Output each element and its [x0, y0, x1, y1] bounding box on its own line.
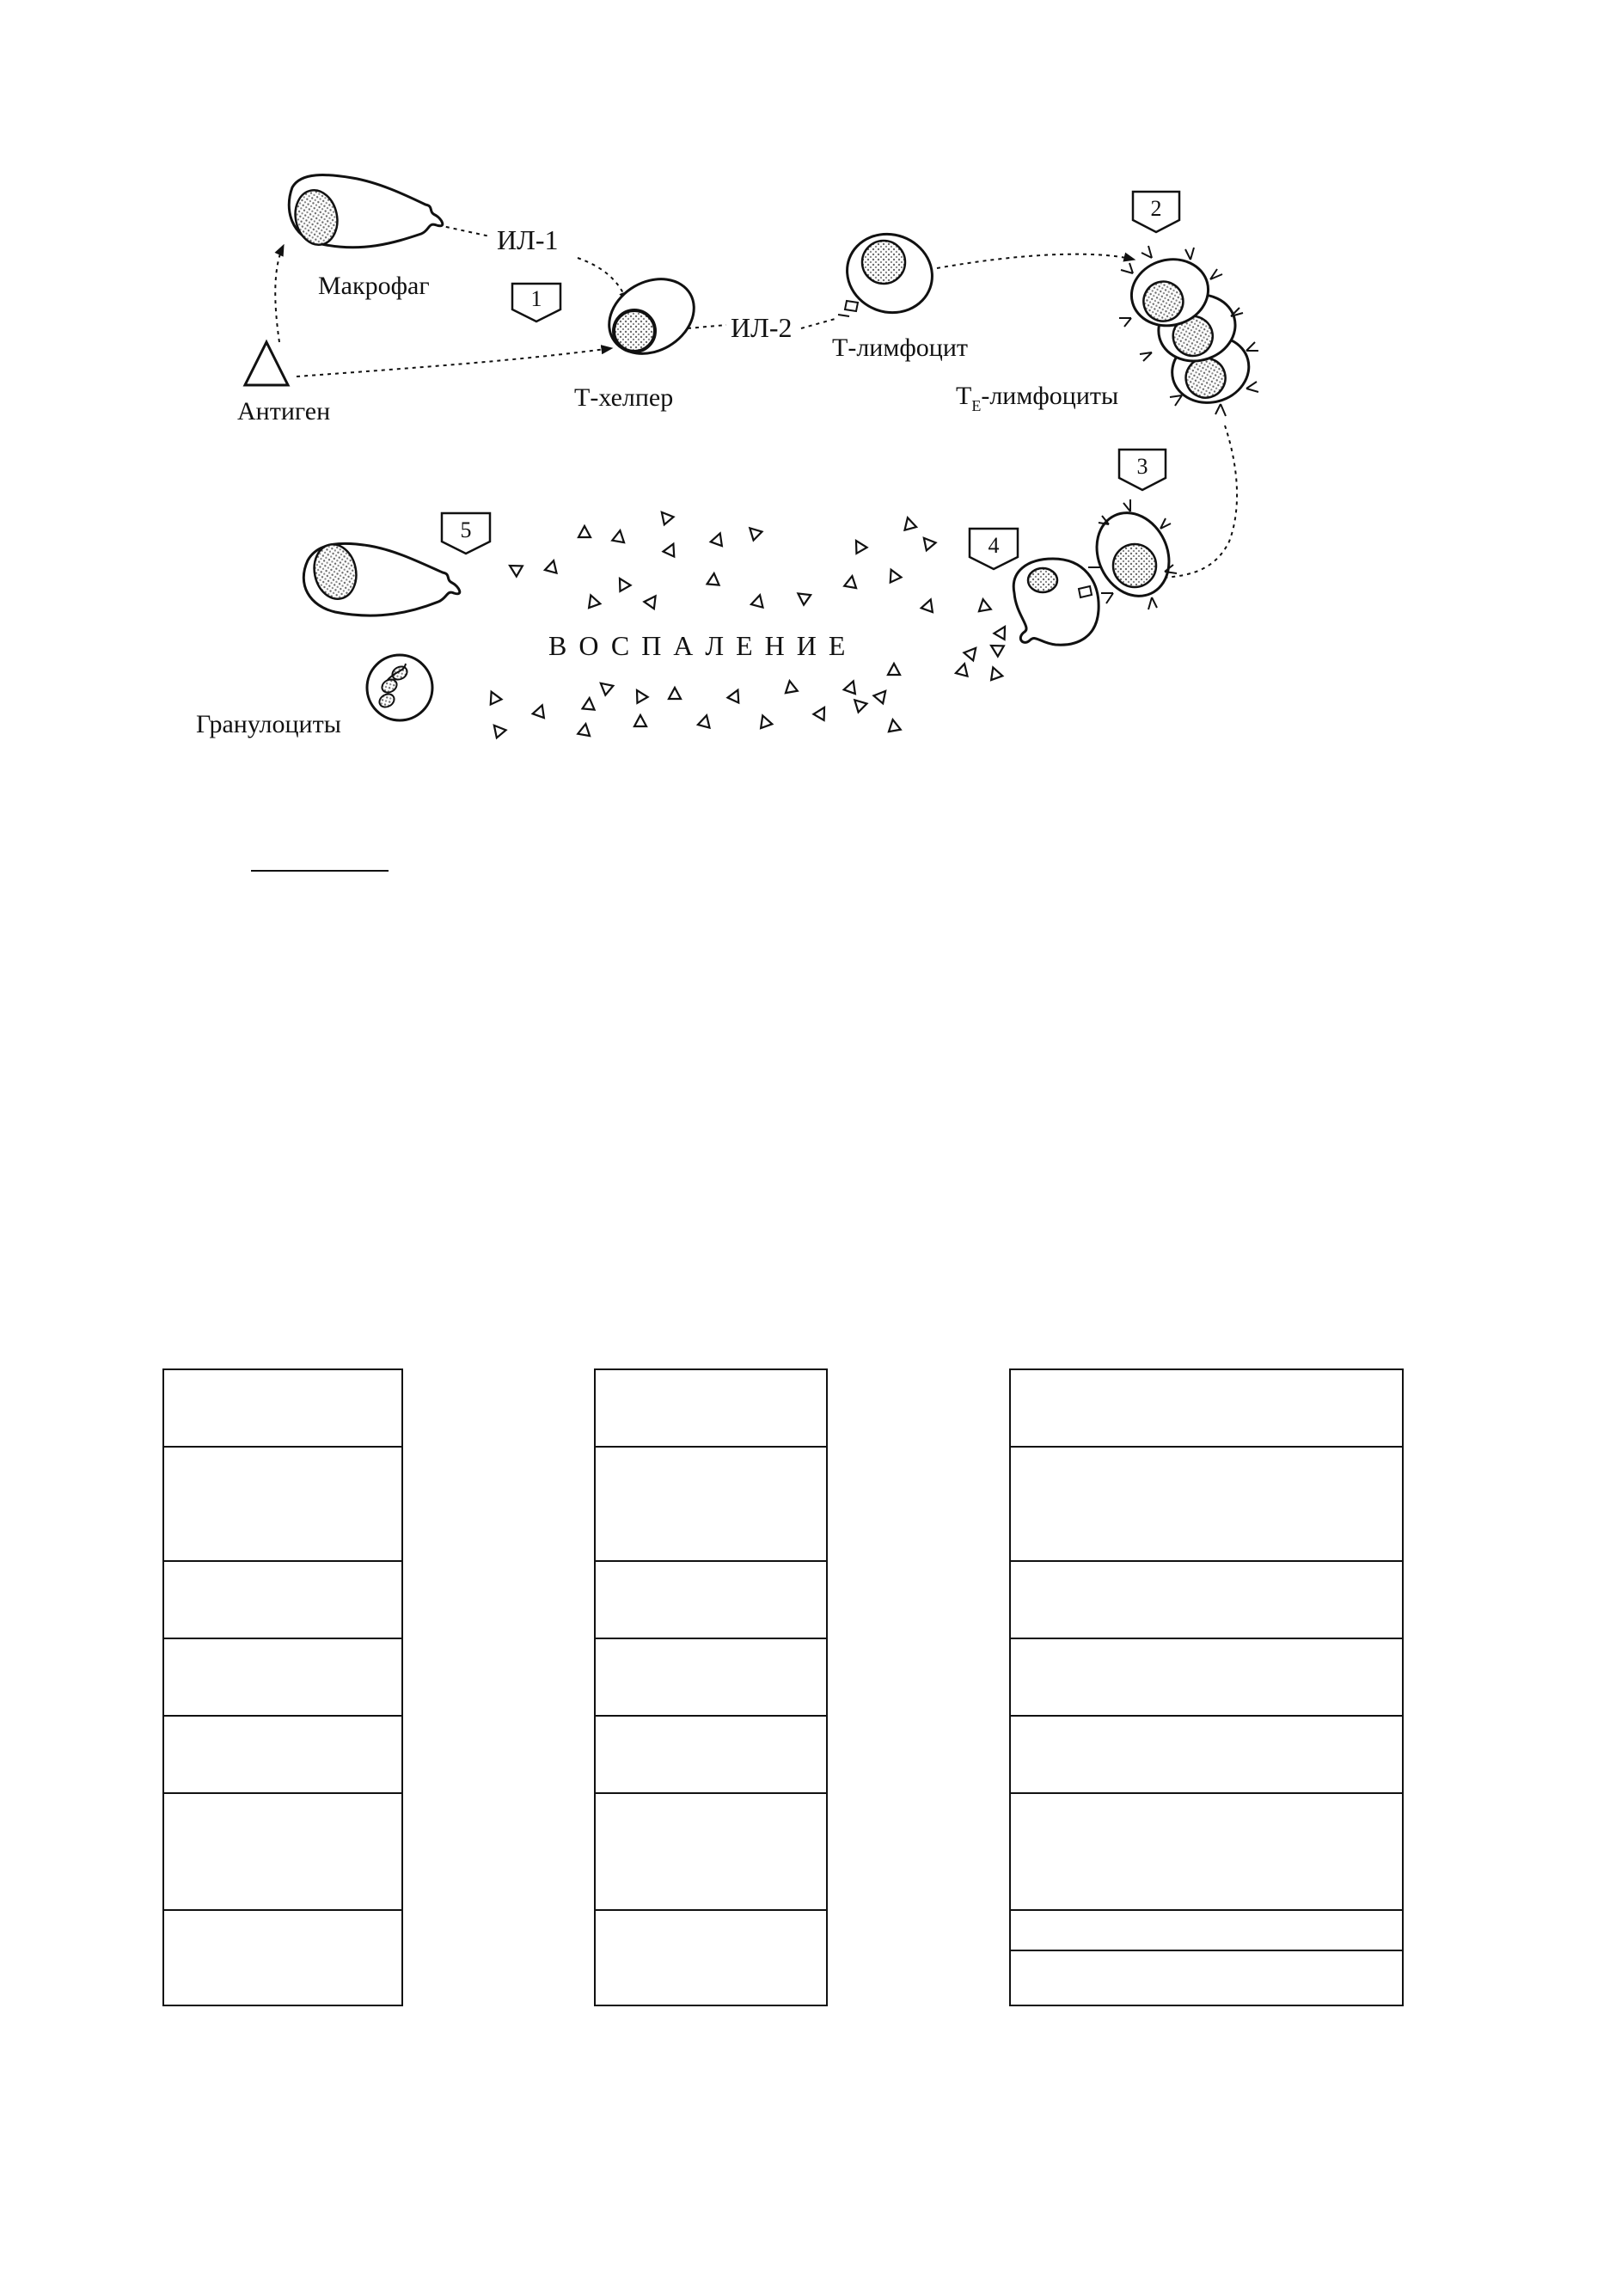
- macrophage-label: Макрофаг: [318, 272, 430, 300]
- t-helper-cell: [596, 264, 707, 368]
- cytokine-particles: [486, 508, 1010, 738]
- cytokine-particle: [956, 662, 970, 676]
- svg-text:3: 3: [1136, 454, 1148, 479]
- granulocytes-label: Гранулоциты: [196, 710, 341, 738]
- cytokine-particle: [615, 576, 631, 591]
- cytokine-particle: [711, 531, 726, 546]
- cytokine-particle: [489, 721, 505, 738]
- table-column-1: [162, 1368, 403, 2006]
- t-helper-label: Т-хелпер: [574, 383, 674, 412]
- cytokine-particle: [844, 679, 860, 694]
- cytokine-particle: [644, 592, 660, 609]
- inflammation-label: ВОСПАЛЕНИЕ: [548, 630, 858, 661]
- cytokine-particle: [486, 689, 501, 705]
- table-cell[interactable]: [164, 1639, 401, 1717]
- cytokine-particle: [707, 572, 720, 585]
- table-cell[interactable]: [1011, 1951, 1402, 2005]
- table-column-3: [1009, 1368, 1404, 2006]
- cytokine-particle: [634, 715, 646, 726]
- cytokine-particle: [921, 597, 937, 612]
- table-cell[interactable]: [596, 1794, 826, 1911]
- cytokine-particle: [873, 687, 890, 703]
- granulocyte-cell: [367, 655, 432, 720]
- svg-text:4: 4: [988, 533, 1000, 558]
- activated-macrophage-cell: [1013, 559, 1099, 645]
- cytokine-particle: [578, 526, 591, 537]
- table-cell[interactable]: [1011, 1448, 1402, 1562]
- table-cell[interactable]: [596, 1562, 826, 1639]
- cytokine-particle: [851, 538, 867, 554]
- cytokine-particle: [784, 680, 798, 693]
- table-cell[interactable]: [164, 1370, 401, 1448]
- cytokine-particle: [994, 624, 1010, 640]
- table-cell[interactable]: [164, 1562, 401, 1639]
- cytokine-particle: [533, 703, 548, 718]
- cytokine-particle: [728, 688, 744, 703]
- table-cell[interactable]: [1011, 1911, 1402, 1951]
- t-lymphocyte-cell: [836, 223, 944, 325]
- cytokine-particle: [844, 575, 858, 588]
- cytokine-particle: [989, 640, 1004, 657]
- step-5-badge: [442, 513, 490, 554]
- cytokine-particle: [664, 542, 679, 557]
- il1-label: ИЛ-1: [497, 224, 559, 255]
- table-cell[interactable]: [596, 1639, 826, 1717]
- cytokine-particle: [988, 665, 1003, 680]
- table-cell[interactable]: [596, 1448, 826, 1562]
- table-cell[interactable]: [1011, 1794, 1402, 1911]
- cytokine-particle: [583, 697, 596, 709]
- step-2-badge: [1133, 192, 1179, 232]
- svg-text:1: 1: [530, 286, 542, 311]
- table-cell[interactable]: [164, 1794, 401, 1911]
- macrophage-cell-inflammation: [303, 541, 459, 615]
- cytokine-particle: [919, 534, 935, 550]
- antigen-label: Антиген: [237, 397, 331, 426]
- antigen-triangle: [245, 342, 288, 385]
- cytokine-particle: [885, 567, 901, 583]
- cytokine-particle: [751, 593, 766, 607]
- step-1-badge: [512, 284, 560, 321]
- table-cell[interactable]: [596, 1370, 826, 1448]
- macrophage-cell: [289, 175, 443, 249]
- table-cell[interactable]: [1011, 1717, 1402, 1794]
- table-column-2: [594, 1368, 828, 2006]
- step-4-badge: [970, 529, 1018, 569]
- cytokine-particle: [578, 723, 591, 736]
- cytokine-particle: [698, 713, 713, 727]
- cytokine-particle: [669, 688, 681, 699]
- cytokine-particle: [545, 559, 560, 572]
- cytokine-particle: [745, 523, 762, 540]
- cytokine-particle: [888, 664, 900, 675]
- cytokine-particle: [887, 719, 901, 732]
- cytokine-particle: [850, 695, 866, 712]
- blank-answer-line: [251, 870, 389, 872]
- table-cell[interactable]: [1011, 1639, 1402, 1717]
- cytokine-particle: [902, 516, 916, 530]
- table-cell[interactable]: [164, 1911, 401, 2005]
- cytokine-particle: [507, 560, 523, 577]
- svg-text:5: 5: [460, 517, 472, 542]
- cytokine-particle: [657, 508, 673, 524]
- cytokine-particle: [612, 530, 626, 542]
- svg-text:2: 2: [1150, 196, 1162, 221]
- cytokine-particle: [813, 705, 829, 720]
- table-cell[interactable]: [1011, 1370, 1402, 1448]
- table-cell[interactable]: [164, 1448, 401, 1562]
- cytokine-particle: [632, 688, 648, 703]
- table-cell[interactable]: [1011, 1562, 1402, 1639]
- cytokine-particle: [585, 593, 601, 608]
- te-lymphocytes-label: $Т_Е$-лимфоциты: [956, 382, 1119, 414]
- table-cell[interactable]: [596, 1911, 826, 2005]
- cytokine-particle: [964, 644, 980, 660]
- cytokine-particle: [757, 713, 773, 728]
- table-cell[interactable]: [596, 1717, 826, 1794]
- il2-label: ИЛ-2: [731, 312, 793, 343]
- cytokine-particle: [597, 678, 613, 695]
- step-3-badge: [1119, 450, 1166, 490]
- cytokine-particle: [794, 589, 811, 605]
- t-lymphocyte-label: Т-лимфоцит: [832, 334, 968, 362]
- table-cell[interactable]: [164, 1717, 401, 1794]
- te-lymphocyte-cluster: [1119, 246, 1258, 416]
- immune-response-diagram: [0, 0, 1622, 860]
- cytokine-particle: [977, 598, 991, 611]
